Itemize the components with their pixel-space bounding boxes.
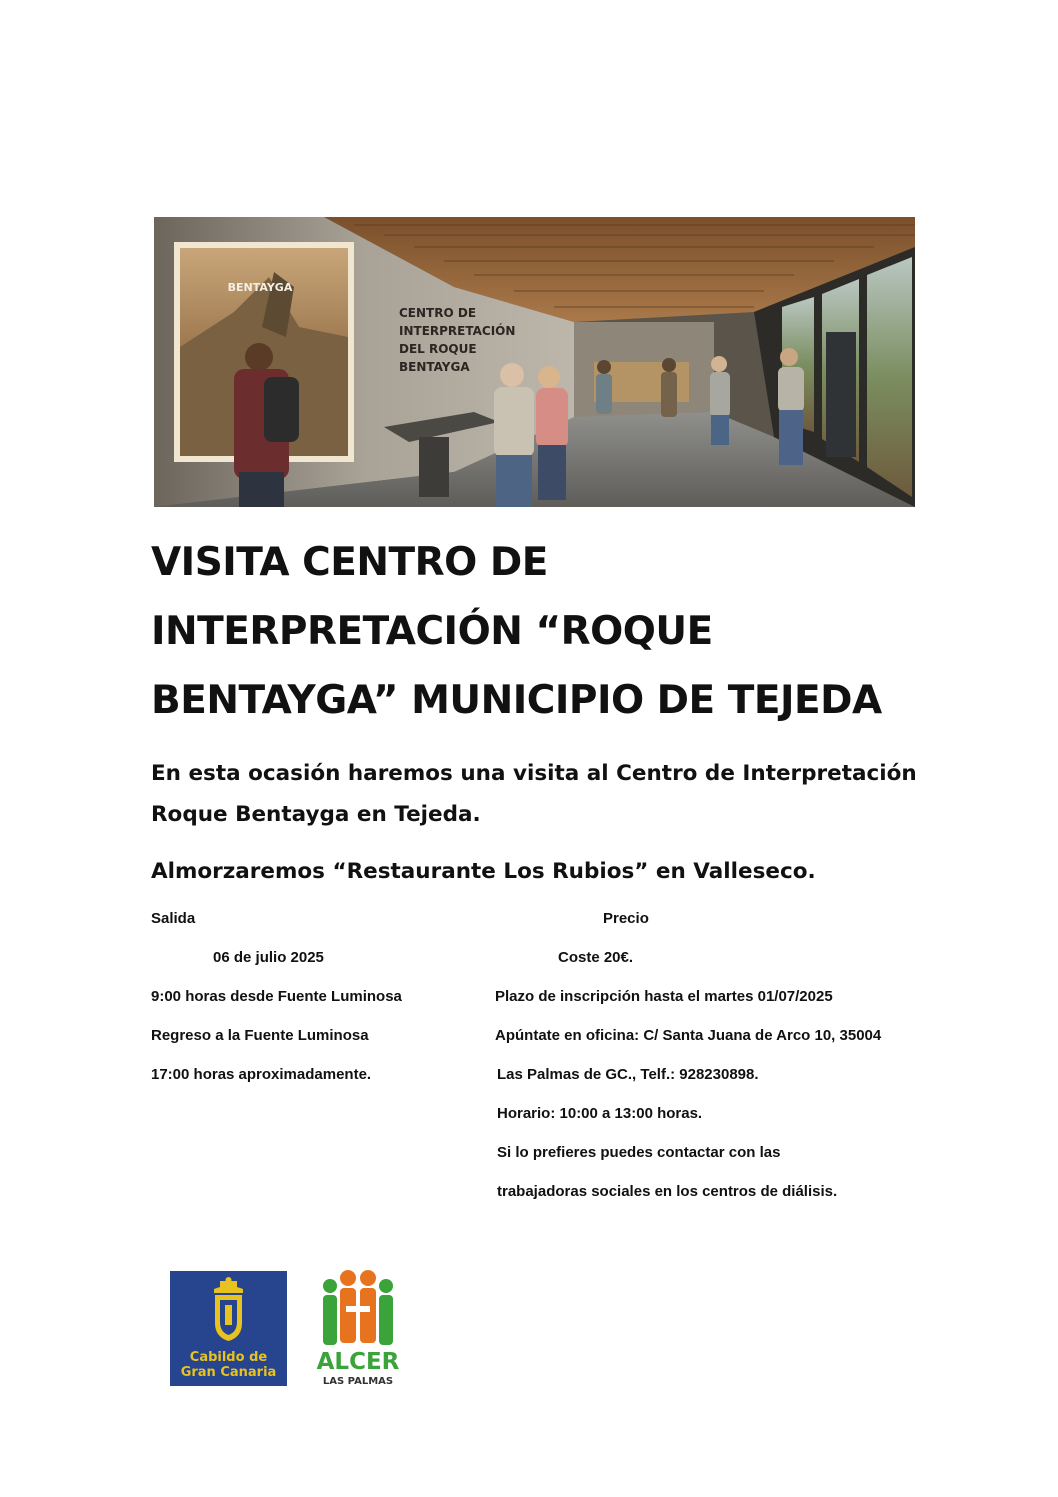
people-figures-icon <box>323 1270 393 1345</box>
alcer-name: ALCER <box>316 1349 400 1375</box>
office-hours: Horario: 10:00 a 13:00 horas. <box>497 1105 703 1122</box>
intro-paragraph <box>151 753 971 835</box>
intro-line-2: Roque Bentayga en Tejeda. <box>151 802 481 827</box>
cabildo-gran-canaria-logo <box>170 1271 287 1386</box>
alcer-subtitle: LAS PALMAS <box>322 1376 394 1387</box>
registration-deadline: Plazo de inscripción hasta el martes 01/07/2025 <box>495 988 833 1005</box>
title-line-1: VISITA CENTRO DE <box>151 540 548 585</box>
title-line-3: BENTAYGA” MUNICIPIO DE TEJEDA <box>151 678 882 723</box>
intro-line-1: En esta ocasión haremos una visita al Centro de Interpretación <box>151 761 917 786</box>
departure-time: 9:00 horas desde Fuente Luminosa <box>151 988 402 1005</box>
wall-sign-line-3: DEL ROQUE <box>399 342 477 356</box>
lunch-paragraph: Almorzaremos “Restaurante Los Rubios” en Valleseco. <box>151 859 816 884</box>
page-title <box>151 528 951 735</box>
return-time: 17:00 horas aproximadamente. <box>151 1066 372 1083</box>
price-cost: Coste 20€. <box>558 949 634 966</box>
cabildo-name-line-2: Gran Canaria <box>180 1365 277 1380</box>
return-location: Regreso a la Fuente Luminosa <box>151 1027 369 1044</box>
wall-sign-line-2: INTERPRETACIÓN <box>399 324 516 338</box>
contact-line-1: Si lo prefieres puedes contactar con las <box>497 1144 781 1161</box>
city-phone: Las Palmas de GC., Telf.: 928230898. <box>497 1066 759 1083</box>
price-heading: Precio <box>603 910 649 927</box>
office-address: Apúntate en oficina: C/ Santa Juana de Arco 10, 35004 <box>495 1027 882 1044</box>
alcer-las-palmas-logo <box>310 1268 410 1390</box>
wall-sign-line-1: CENTRO DE <box>399 306 477 320</box>
interpretation-center-photo <box>154 217 915 507</box>
cabildo-name-line-1: Cabildo de <box>189 1350 268 1365</box>
contact-line-2: trabajadoras sociales en los centros de diálisis. <box>497 1183 838 1200</box>
title-line-2: INTERPRETACIÓN “ROQUE <box>151 609 713 654</box>
departure-heading: Salida <box>151 910 196 927</box>
wall-sign-line-4: BENTAYGA <box>399 360 470 374</box>
departure-date: 06 de julio 2025 <box>213 949 324 966</box>
hero-photo <box>154 217 915 507</box>
screen-label: BENTAYGA <box>227 281 293 294</box>
